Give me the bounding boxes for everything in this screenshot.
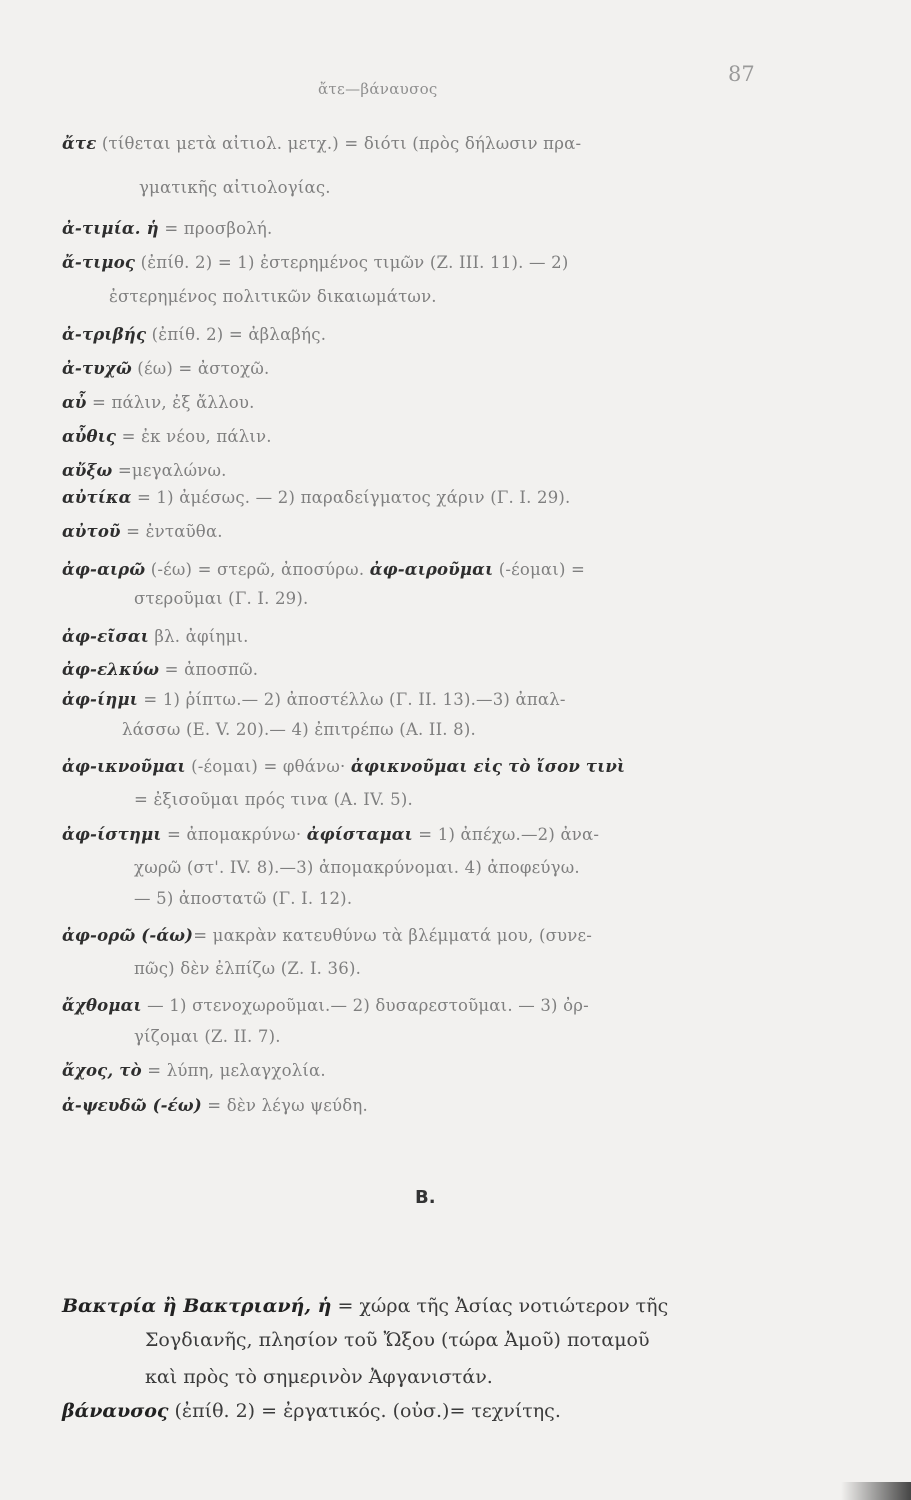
definition: (ἐπίθ. 2) = ἀβλαβής. <box>146 325 327 344</box>
headword: ἀφ-ελκύω <box>62 660 160 679</box>
headword: αὖθις <box>62 427 117 446</box>
definition: = 1) ῥίπτω.— 2) ἀποστέλλω (Γ. ΙΙ. 13).—3) ἀπαλ- <box>137 690 566 709</box>
definition: ἐστερημένος πολιτικῶν δικαιωμάτων. <box>109 287 437 306</box>
entry-line <box>62 1061 326 1080</box>
definition: = δὲν λέγω ψεύδη. <box>201 1096 368 1115</box>
entry-line <box>134 589 308 608</box>
entry-line <box>62 522 223 541</box>
entry-line <box>62 690 566 709</box>
headword: ἄτε <box>62 134 97 153</box>
definition: = ἐκ νέου, πάλιν. <box>116 427 272 446</box>
entry-line <box>62 134 581 153</box>
definition: — 5) ἀποστατῶ (Γ. Ι. 12). <box>134 889 353 908</box>
entry-line <box>62 359 269 378</box>
definition: (ἐπίθ. 2) = 1) ἐστερημένος τιμῶν (Ζ. ΙΙΙ. 11). — 2) <box>135 253 569 272</box>
headword: ἀφίσταμαι <box>306 825 413 844</box>
entry-line <box>62 1096 368 1115</box>
headword: ἀ-τριβής <box>62 325 147 344</box>
headword: ἄχος, τὸ <box>62 1061 142 1080</box>
entry-line <box>145 1329 650 1351</box>
entry-line <box>134 858 580 877</box>
entry-line <box>62 325 326 344</box>
headword: ἄχθομαι <box>62 996 142 1015</box>
definition: = λύπη, μελαγχολία. <box>141 1061 326 1080</box>
headword: ἀφ-αιρῶ <box>62 560 146 579</box>
definition: γματικῆς αἰτιολογίας. <box>139 178 331 197</box>
entry-line <box>62 427 272 446</box>
entry-line <box>122 720 476 739</box>
headword: ἀ-ψευδῶ (-έω) <box>62 1096 202 1115</box>
definition: = ἀποσπῶ. <box>159 660 259 679</box>
headword: ἀφ-ορῶ (-άω) <box>62 926 194 945</box>
definition: χωρῶ (στ'. ΙV. 8).—3) ἀπομακρύνομαι. 4) ἀποφεύγω. <box>134 858 580 877</box>
definition: = 1) ἀμέσως. — 2) παραδείγματος χάριν (Γ. Ι. 29). <box>131 488 571 507</box>
headword: ἀφικνοῦμαι εἰς τὸ ἴσον τινὶ <box>350 757 626 776</box>
definition: = 1) ἀπέχω.—2) ἀνα- <box>412 825 600 844</box>
definition: Σογδιανῆς, πλησίον τοῦ Ὤξου (τώρα Ἀμοῦ) ποταμοῦ <box>145 1329 650 1351</box>
definition: = μακρὰν κατευθύνω τὰ βλέμματά μου, (συνε- <box>193 926 593 945</box>
definition: στεροῦμαι (Γ. Ι. 29). <box>134 589 309 608</box>
entry-line <box>62 393 255 412</box>
definition: =μεγαλώνω. <box>112 461 227 480</box>
definition: = ἀπομακρύνω· <box>161 825 307 844</box>
definition: λάσσω (Ε. V. 20).— 4) ἐπιτρέπω (Α. ΙΙ. 8). <box>122 720 476 739</box>
entry-line <box>139 178 331 197</box>
entry-line <box>62 1295 668 1317</box>
entry-line <box>134 1027 281 1046</box>
entry-line <box>62 926 592 945</box>
definition: = χώρα τῆς Ἀσίας νοτιώτερον τῆς <box>331 1295 669 1317</box>
definition: (-έομαι) = <box>493 560 586 579</box>
definition: — 1) στενοχωροῦμαι.— 2) δυσαρεστοῦμαι. — 3) ὀρ- <box>141 996 589 1015</box>
definition: (έω) = ἀστοχῶ. <box>131 359 270 378</box>
definition: = ἐνταῦθα. <box>120 522 223 541</box>
definition: καὶ πρὸς τὸ σημερινὸν Ἀφγανιστάν. <box>145 1366 493 1388</box>
headword: ἀφ-αιροῦμαι <box>369 560 494 579</box>
entry-line <box>62 825 599 844</box>
definition: (-έομαι) = φθάνω· <box>185 757 351 776</box>
entry-line <box>62 560 585 579</box>
page-number: 87 <box>728 62 755 86</box>
entry-line <box>62 219 272 238</box>
headword: ἀ-τυχῶ <box>62 359 132 378</box>
entry-line <box>134 889 352 908</box>
headword: βάναυσος <box>62 1400 169 1422</box>
headword: ἀφ-ικνοῦμαι <box>62 757 186 776</box>
entry-line <box>134 959 361 978</box>
entry-line <box>62 996 589 1015</box>
headword: ἀ-τιμία. ἡ <box>62 219 159 238</box>
headword: ἀφ-ίστημι <box>62 825 162 844</box>
definition: (-έω) = στερῶ, ἀποσύρω. <box>145 560 370 579</box>
definition: βλ. ἀφίημι. <box>148 627 249 646</box>
entry-line <box>62 253 568 272</box>
definition: πῶς) δὲν ἐλπίζω (Ζ. Ι. 36). <box>134 959 362 978</box>
definition: γίζομαι (Ζ. ΙΙ. 7). <box>134 1027 281 1046</box>
section-b-title: B. <box>415 1187 436 1208</box>
entry-line <box>134 790 413 809</box>
entry-line <box>62 1400 561 1422</box>
entry-line <box>62 488 570 507</box>
definition: = ἐξισοῦμαι πρός τινα (Α. ΙV. 5). <box>134 790 413 809</box>
headword: ἀφ-ίημι <box>62 690 138 709</box>
definition: (ἐπίθ. 2) = ἐργατικός. (οὐσ.)= τεχνίτης. <box>168 1400 561 1422</box>
definition: = πάλιν, ἐξ ἄλλου. <box>86 393 255 412</box>
entry-line <box>62 461 227 480</box>
headword: ἀφ-εῖσαι <box>62 627 149 646</box>
headword: ἄ-τιμος <box>62 253 136 272</box>
entry-line <box>109 287 437 306</box>
entry-line <box>62 627 249 646</box>
headword: αὔξω <box>62 461 113 480</box>
definition: = προσβολή. <box>158 219 273 238</box>
entry-line <box>145 1366 493 1388</box>
definition: (τίθεται μετὰ αἰτιολ. μετχ.) = διότι (πρὸς δήλωσιν πρα- <box>96 134 582 153</box>
headword: αὖ <box>62 393 87 412</box>
headword: αὐτίκα <box>62 488 132 507</box>
entry-line <box>62 757 625 776</box>
headword: Βακτρία ἢ Βακτριανή, ἡ <box>62 1295 332 1317</box>
entry-line <box>62 660 258 679</box>
scan-smudge <box>841 1482 911 1500</box>
headword: αὐτοῦ <box>62 522 121 541</box>
running-header: ἄτε—βάναυσος <box>318 80 438 98</box>
